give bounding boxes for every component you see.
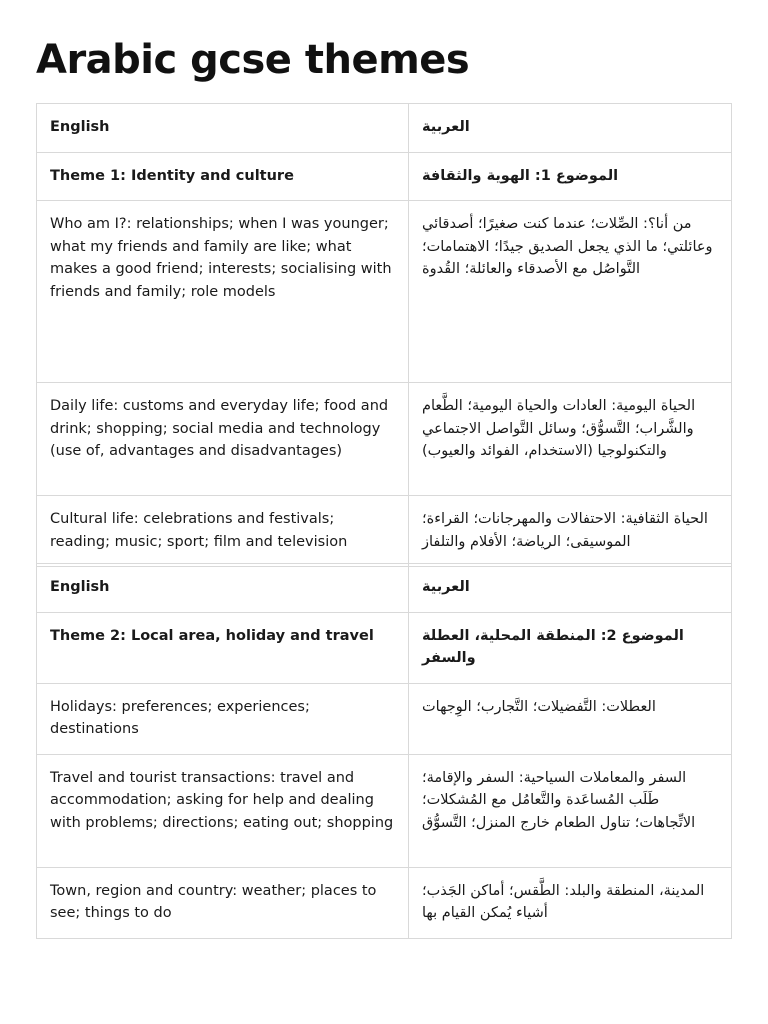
header-arabic-text: العربية [422,579,470,595]
table-row [37,383,732,496]
theme-english: Theme 2: Local area, holiday and travel [37,612,409,683]
topic-arabic [409,201,732,383]
page-title: Arabic gcse themes [36,37,470,83]
theme-title-row [37,612,732,683]
table-row [37,496,732,567]
theme-arabic [409,152,732,201]
theme-english: Theme 1: Identity and culture [37,152,409,201]
topic-arabic-text: من أنا؟: الصِّلات؛ عندما كنت صغيرًا؛ أصدقائي وعائلتي؛ ما الذي يجعل الصديق جيدًا؛ الاهتمامات؛ التَّواصُل مع الأصدقاء والعائلة؛ القُدوة [422,216,713,277]
topic-arabic-text: المدينة، المنطقة والبلد: الطَّقس؛ أماكن الجَذب؛ أشياء يُمكن القيام بها [422,882,705,921]
theme-title-row [37,152,732,201]
topic-arabic-text: السفر والمعاملات السياحية: السفر والإقامة؛ طَلَب المُساعَدة والتَّعامُل مع المُشكلات؛ الاتِّجاهات؛ تناول الطعام خارج المنزل؛ التَّسوُّق [422,769,696,831]
theme-arabic-text: الموضوع 1: الهوية والثقافة [422,167,619,184]
topic-arabic [409,867,732,938]
topic-english: Holidays: preferences; experiences; destinations [37,683,409,754]
topic-english: Town, region and country: weather; places to see; things to do [37,867,409,938]
theme-arabic [409,612,732,683]
topic-english: Who am I?: relationships; when I was younger; what my friends and family are like; what makes a good friend; interests; socialising with friends and family; role models [37,201,409,383]
topic-arabic-text: العطلات: التَّفضيلات؛ التَّجارب؛ الوِجهات [422,698,656,715]
topic-english: Cultural life: celebrations and festivals; reading; music; sport; film and television [37,496,409,567]
table-row [37,683,732,754]
header-english: English [37,104,409,153]
table-header-row [37,564,732,613]
topic-arabic [409,754,732,867]
header-english: English [37,564,409,613]
topic-arabic-text: الحياة الثقافية: الاحتفالات والمهرجانات؛ القراءة؛ الموسيقى؛ الرياضة؛ الأفلام والتلفاز [422,511,708,550]
theme-1-table [36,103,732,567]
header-arabic [409,564,732,613]
table-row [37,201,732,383]
table-header-row [37,104,732,153]
topic-arabic [409,383,732,496]
topic-english: Travel and tourist transactions: travel and accommodation; asking for help and dealing with problems; directions; eating out; shopping [37,754,409,867]
header-arabic-text: العربية [422,119,470,135]
topic-english: Daily life: customs and everyday life; food and drink; shopping; social media and technology (use of, advantages and disadvantages) [37,383,409,496]
table-row [37,867,732,938]
topic-arabic [409,496,732,567]
topic-arabic [409,683,732,754]
theme-arabic-text: الموضوع 2: المنطقة المحلية، العطلة والسفر [422,627,684,666]
table-row [37,754,732,867]
topic-arabic-text: الحياة اليومية: العادات والحياة اليومية؛ الطَّعام والشَّراب؛ التَّسوُّق؛ وسائل التَّواصل الاجتماعي والتكنولوجيا (الاستخدام، الفوائد والعيوب) [422,398,696,459]
theme-2-table [36,563,732,939]
header-arabic [409,104,732,153]
